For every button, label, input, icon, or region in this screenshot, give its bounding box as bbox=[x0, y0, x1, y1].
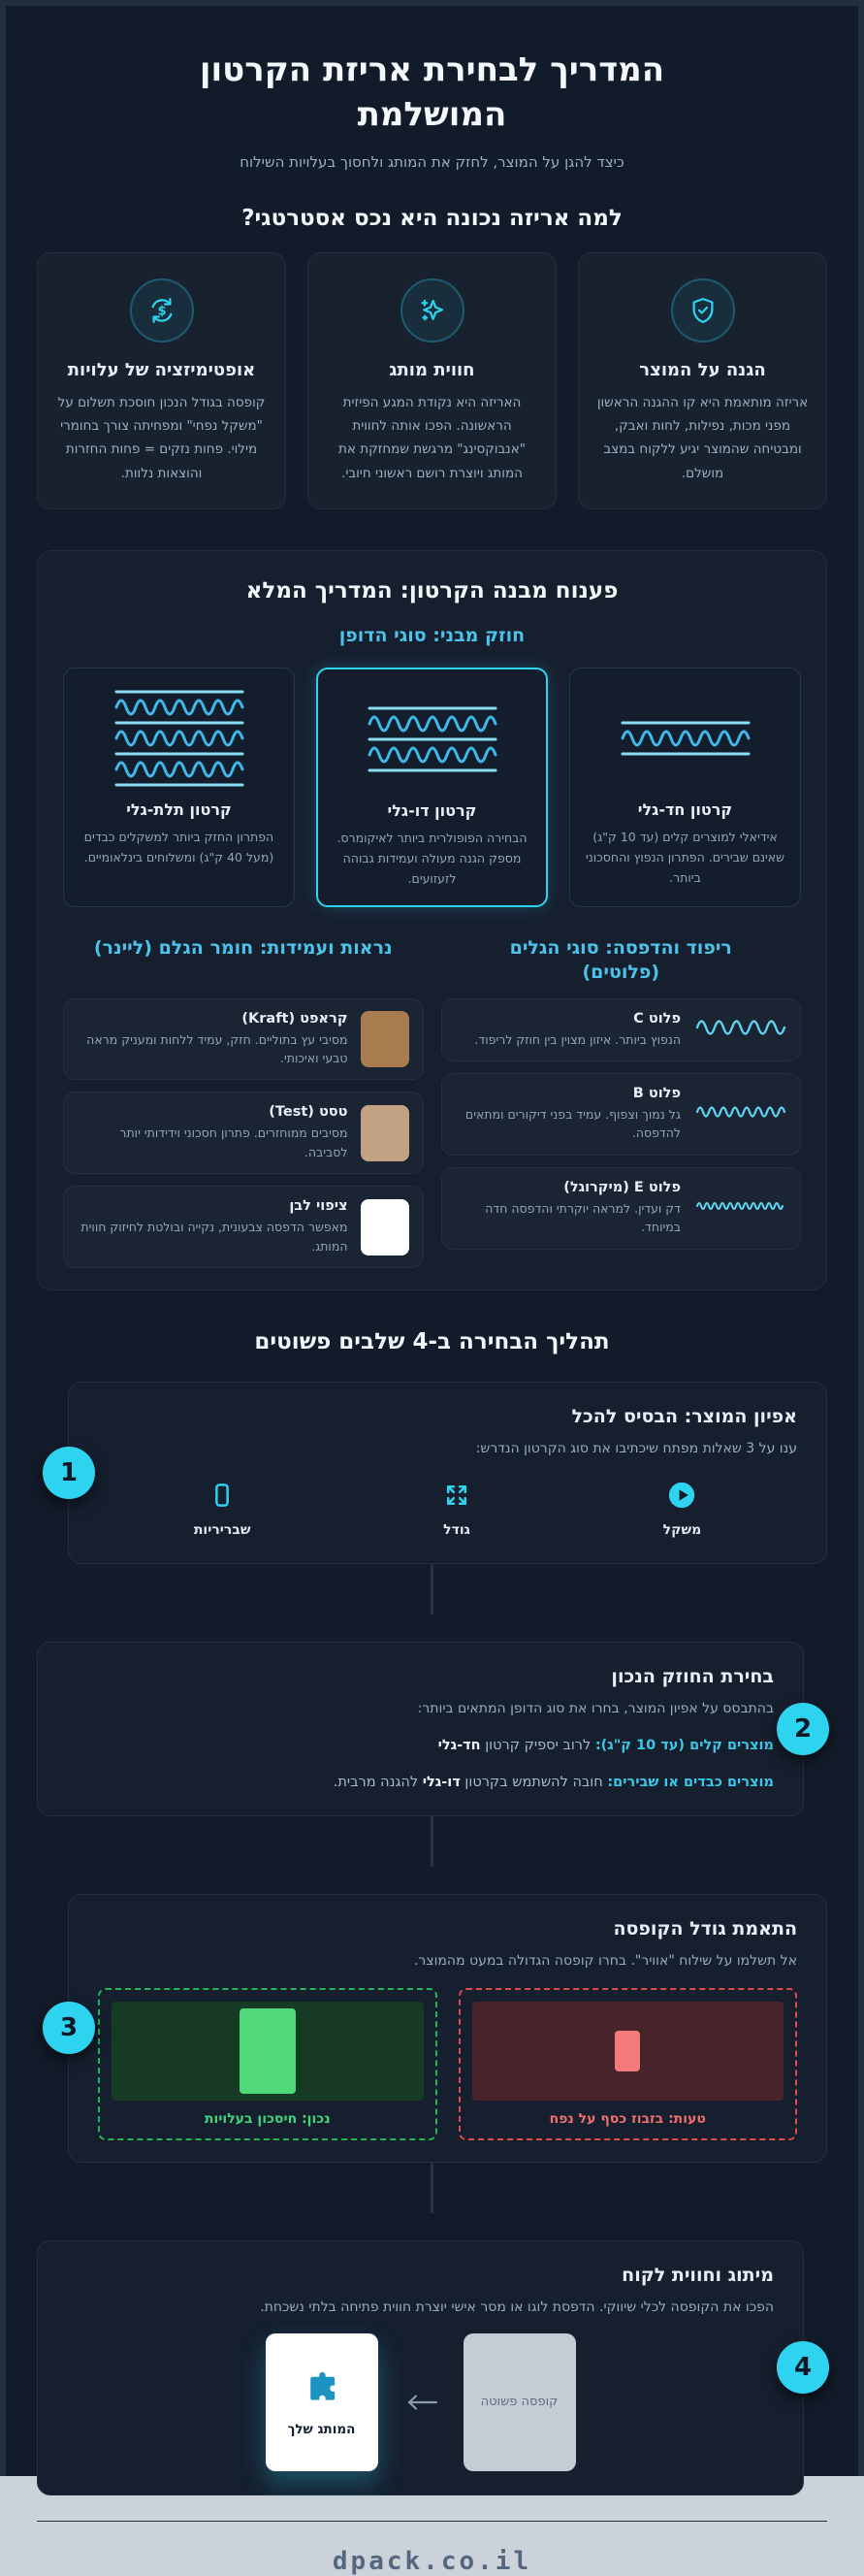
why-section bbox=[6, 206, 858, 509]
feature-label: משקל bbox=[662, 1522, 702, 1539]
flute-text: דק ועדין. למראה יוקרתי והדפסה חדה במיוחד. bbox=[485, 1200, 681, 1235]
page-subtitle: כיצד להגן על המוצר, לחזק את המותג ולחסוך בעלויות השילוח bbox=[240, 152, 624, 171]
shield-check-icon bbox=[671, 278, 735, 342]
step-1-card bbox=[59, 1382, 827, 1564]
flute-card-c bbox=[441, 998, 802, 1061]
fitted-box-illustration bbox=[112, 2002, 424, 2101]
step-connector bbox=[431, 1564, 433, 1614]
flute-title: פלוט E (מיקרוגל) bbox=[563, 1179, 681, 1195]
liners-column bbox=[63, 936, 424, 1268]
brand-box-label: המותג שלך bbox=[287, 2421, 356, 2437]
flute-text: הנפוץ ביותר. איזון מצוין בין חוזק לריפוד. bbox=[474, 1031, 681, 1047]
flute-b-wave-icon bbox=[693, 1102, 786, 1125]
structure-panel bbox=[37, 550, 827, 1290]
fragile-item-icon bbox=[208, 1495, 237, 1514]
flutes-column bbox=[441, 936, 802, 1268]
flute-card-e bbox=[441, 1167, 802, 1250]
step-4-card bbox=[37, 2240, 813, 2495]
walls-heading: חוזק מבני: סוגי הדופן bbox=[338, 624, 526, 646]
white-coating-swatch bbox=[361, 1199, 409, 1255]
test-swatch bbox=[361, 1105, 409, 1161]
double-wall-diagram-icon bbox=[332, 685, 532, 794]
why-card-title: אופטימיזציה של עלויות bbox=[67, 359, 256, 380]
wall-card-text: הפתרון החזק ביותר למשקלים כבדים (מעל 40 ק"ג) ומשלוחים בינלאומיים. bbox=[83, 829, 274, 865]
process-section bbox=[6, 1329, 858, 2495]
wall-card-text: אידיאלי למוצרים קלים (עד 10 ק"ג) שאינם שבירים. הפתרון הנפוץ והחסכוני ביותר. bbox=[585, 829, 785, 886]
why-card-title: חווית מותג bbox=[389, 359, 475, 380]
structure-heading: פענוח מבנה הקרטון: המדריך המלא bbox=[245, 577, 619, 603]
feature-label: גודל bbox=[443, 1522, 470, 1539]
liner-title: טסט (Test) bbox=[269, 1104, 348, 1121]
flutes-heading: ריפוד והדפסה: סוגי הגלים (פלוטים) bbox=[509, 936, 732, 984]
why-card-title: הגנה על המוצר bbox=[639, 359, 766, 380]
why-card-text: אריזה מותאמת היא קו ההגנה הראשון מפני מכות, נפילות, לחות ואבק, ומבטיחה שהמוצר יגיע ללקוח במצב מושלם. bbox=[596, 394, 809, 481]
step-text: אל תשלמו על שילוח "אוויר". בחרו קופסה הגדולה במעט מהמוצר. bbox=[413, 1953, 797, 1970]
triple-wall-diagram-icon bbox=[78, 684, 280, 793]
liner-text: מאפשר הדפסה צבעונית, נקייה ובולטת לחיזוק חווית המותג. bbox=[80, 1220, 348, 1254]
liner-card-white bbox=[63, 1186, 424, 1268]
why-card-text: האריזה היא נקודת המגע הפיזית הראשונה. הפכו אותה לחווית "אנבוקסינג" מרגשת שמחזקת את המותג ויוצרת רושם ראשוני חיובי. bbox=[338, 394, 526, 481]
cost-refresh-icon bbox=[130, 278, 194, 342]
plain-box-card bbox=[464, 2333, 576, 2471]
why-card-protection bbox=[578, 252, 827, 509]
correct-size-box bbox=[98, 1988, 437, 2140]
strength-option-light: מוצרים קלים (עד 10 ק"ג): לרוב יספיק קרטון חד-גלי bbox=[437, 1737, 774, 1753]
why-card-costs bbox=[37, 252, 286, 509]
step-1-badge: 1 bbox=[43, 1447, 95, 1499]
small-product-shape bbox=[615, 2031, 640, 2071]
step-title: מיתוג וחווית לקוח bbox=[622, 2264, 774, 2286]
resize-arrows-icon bbox=[442, 1495, 471, 1514]
why-heading: למה אריזה נכונה היא נכס אסטרטגי? bbox=[241, 205, 623, 231]
feature-size bbox=[442, 1481, 471, 1538]
wall-card-title: קרטון חד-גלי bbox=[637, 799, 733, 819]
feature-label: שבריריות bbox=[193, 1522, 251, 1539]
step-3-card bbox=[59, 1894, 827, 2162]
feature-weight bbox=[663, 1481, 702, 1538]
why-card-text: קופסה בגודל הנכון חוסכת תשלום על "משקל נפחי" ומפחיתה צורך בחומרי מילוי. פחות נזקים = פחות החזרות והוצאות נלוות. bbox=[57, 394, 266, 481]
flute-text: גל נמוך וצפוף. עמיד בפני דיקורים ומתאים להדפסה. bbox=[464, 1107, 681, 1141]
wall-card-triple bbox=[63, 668, 295, 907]
strength-option-heavy: מוצרים כבדים או שבירים: חובה להשתמש בקרטון דו-גלי להגנה מרבית. bbox=[333, 1774, 774, 1790]
branded-box-card bbox=[266, 2333, 378, 2471]
wall-card-text: הבחירה הפופולרית ביותר לאיקומרס. מספק הגנה מעולה ועמידות גבוהה לזעזועים. bbox=[336, 830, 528, 887]
step-title: בחירת החוזק הנכון bbox=[611, 1666, 774, 1688]
process-heading: תהליך הבחירה ב-4 שלבים פשוטים bbox=[254, 1328, 610, 1354]
wrong-size-box bbox=[459, 1988, 798, 2140]
infographic-page bbox=[6, 6, 858, 2576]
step-connector bbox=[431, 2163, 433, 2213]
oversized-box-illustration bbox=[472, 2002, 784, 2101]
liners-heading: נראות ועמידות: חומר הגלם (ליינר) bbox=[93, 936, 393, 959]
wall-card-title: קרטון תלת-גלי bbox=[126, 799, 232, 819]
footer-divider bbox=[37, 2521, 827, 2522]
why-card-brand bbox=[307, 252, 557, 509]
fitted-product-shape bbox=[240, 2008, 296, 2094]
step-3-badge: 3 bbox=[43, 2002, 95, 2054]
liner-title: ציפוי לבן bbox=[289, 1198, 348, 1215]
step-connector bbox=[431, 1816, 433, 1867]
wall-card-single bbox=[569, 668, 801, 907]
flute-card-b bbox=[441, 1073, 802, 1156]
step-title: התאמת גודל הקופסה bbox=[613, 1918, 797, 1940]
single-wall-diagram-icon bbox=[584, 684, 786, 793]
liner-text: מסיבים ממוחזרים. פתרון חסכוני וידידותי יותר לסביבה. bbox=[119, 1125, 348, 1159]
liner-text: מסיבי עץ בתוליים. חזק, עמיד ללחות ומעניק מראה טבעי ואיכותי. bbox=[86, 1031, 348, 1066]
hero bbox=[6, 6, 858, 171]
sparkles-icon bbox=[400, 278, 464, 342]
wall-card-title: קרטון דו-גלי bbox=[387, 800, 477, 820]
step-2-card bbox=[37, 1642, 813, 1816]
liner-card-test bbox=[63, 1092, 424, 1174]
arrow-left-icon bbox=[401, 2393, 440, 2412]
flute-c-wave-icon bbox=[693, 1016, 786, 1043]
liner-title: קראפט (Kraft) bbox=[241, 1010, 348, 1027]
feature-fragility bbox=[194, 1481, 251, 1538]
liner-card-kraft bbox=[63, 998, 424, 1081]
step-4-badge: 4 bbox=[777, 2341, 829, 2394]
correct-label: נכון: חיסכון בעלויות bbox=[204, 2110, 331, 2127]
wall-card-double-selected bbox=[316, 668, 548, 907]
svg-text:$: $ bbox=[156, 304, 167, 319]
kraft-swatch bbox=[361, 1011, 409, 1067]
flute-e-wave-icon bbox=[693, 1198, 786, 1218]
step-2-badge: 2 bbox=[777, 1703, 829, 1755]
step-text: ענו על 3 שאלות מפתח שיכתיבו את סוג הקרטון הנדרש: bbox=[475, 1440, 797, 1456]
structure-section bbox=[6, 550, 858, 1290]
wrong-label: טעות: בזבוז כסף על נפח bbox=[549, 2110, 706, 2127]
step-title: אפיון המוצר: הבסיס להכל bbox=[571, 1405, 797, 1427]
plain-box-label: קופסה פשוטה bbox=[480, 2395, 559, 2410]
step-text: בהתבסס על אפיון המוצר, בחרו את סוג הדופן המתאים ביותר: bbox=[417, 1701, 774, 1717]
page-title: המדריך לבחירת אריזת הקרטון המושלמת bbox=[199, 50, 665, 134]
flute-title: פלוט C bbox=[633, 1010, 681, 1027]
weight-icon bbox=[667, 1495, 696, 1514]
puzzle-icon bbox=[302, 2367, 342, 2412]
step-text: הפכו את הקופסה לכלי שיווקי. הדפסת לוגו או מסר אישי יוצרת חווית פתיחה בלתי נשכחת. bbox=[260, 2299, 774, 2315]
footer-domain: dpack.co.il bbox=[332, 2546, 532, 2576]
flute-title: פלוט B bbox=[632, 1086, 681, 1102]
